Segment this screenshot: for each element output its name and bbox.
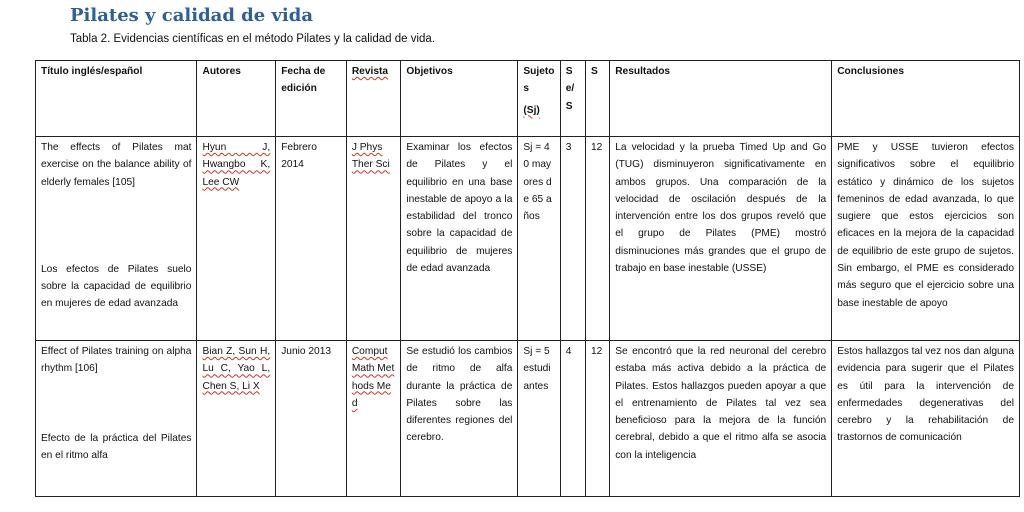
header-se-s: Se/S: [560, 61, 585, 137]
cell-authors: [197, 137, 276, 341]
header-objetivos: Objetivos: [401, 61, 518, 137]
header-sujetos-abbr-text: (Sj): [523, 104, 540, 116]
authors-text: Bian Z, Sun H, Lu C, Yao L, Chen S, Li X: [202, 346, 271, 392]
cell-results: La velocidad y la prueba Timed Up and Go (TUG) disminuyeron significativamente en ambos grupos. Una comparación de la velocidad de oscilación después de la intervención entre los dos grupos reveló que el grupo de Pilates (PME) mostró disminuciones más grandes que el grupo de trabajo en base inestable (USSE): [610, 137, 832, 341]
cell-date: Junio 2013: [276, 341, 347, 497]
title-english: Effect of Pilates training on alpha rhythm [106]: [41, 346, 192, 375]
title-english: The effects of Pilates mat exercise on the balance ability of elderly females [105]: [41, 142, 192, 188]
header-sujetos: [518, 61, 560, 137]
cell-subjects: Sj = 5 estudiantes: [518, 341, 560, 497]
table-header-row: [36, 61, 1020, 137]
evidence-table: [35, 60, 1020, 497]
header-s: S: [585, 61, 609, 137]
authors-text: Hyun J, Hwangbo K, Lee CW: [202, 142, 271, 188]
cell-title: [36, 137, 197, 341]
header-resultados: Resultados: [610, 61, 832, 137]
page-title: Pilates y calidad de vida: [70, 5, 314, 26]
header-sujetos-text: Sujetos: [523, 66, 555, 95]
cell-se-s: 3: [560, 137, 585, 341]
cell-date: Febrero 2014: [276, 137, 347, 341]
journal-text: Comput Math Methods Med: [351, 346, 395, 409]
title-spanish: Efecto de la práctica del Pilates en el ritmo alfa: [41, 432, 192, 461]
table-caption: Tabla 2. Evidencias científicas en el método Pilates y la calidad de vida.: [70, 33, 436, 45]
table-row: [36, 137, 1020, 341]
cell-journal: [346, 137, 400, 341]
cell-s: 12: [585, 341, 609, 497]
cell-title: [36, 341, 197, 497]
journal-text: J Phys Ther Sci: [351, 142, 390, 171]
cell-objectives: Examinar los efectos de Pilates y el equilibrio en una base inestable de apoyo a la estabilidad del tronco sobre la capacidad de equilibrio de mujeres de edad avanzada: [401, 137, 518, 341]
cell-conclusions: PME y USSE tuvieron efectos significativos sobre el equilibrio estático y dinámico de los sujetos femeninos de edad avanzada, lo que sugiere que estos ejercicios son eficaces en la mejora de la capacidad de equilibrio de este grupo de sujetos. Sin embargo, el PME es considerado más seguro que el ejercicio sobre una base inestable de apoyo: [832, 137, 1020, 341]
cell-authors: [197, 341, 276, 497]
title-spanish: Los efectos de Pilates suelo sobre la capacidad de equilibrio en mujeres de edad avanzada: [41, 263, 192, 310]
header-autores: Autores: [197, 61, 276, 137]
header-titulo: Título inglés/español: [36, 61, 197, 137]
cell-subjects: Sj = 40 mayores de 65 años: [518, 137, 560, 341]
cell-journal: [346, 341, 400, 497]
cell-conclusions: Estos hallazgos tal vez nos dan alguna evidencia para sugerir que el Pilates es útil para la intervención de enfermedades degenerativas del cerebro y la rehabilitación de trastornos de comunicación: [832, 341, 1020, 497]
header-revista: [346, 61, 400, 137]
header-sujetos-abbr: [523, 102, 554, 119]
header-revista-text: Revista: [351, 66, 389, 77]
cell-objectives: Se estudió los cambios de ritmo de alfa durante la práctica de Pilates sobre las diferentes regiones del cerebro.: [401, 341, 518, 497]
header-conclusiones: Conclusiones: [832, 61, 1020, 137]
cell-results: Se encontró que la red neuronal del cerebro estaba más activa debido a la práctica de Pilates. Estos hallazgos pueden apoyar a que el entrenamiento de Pilates tal vez sea beneficioso para la mejora de la función cerebral, debido a que el ritmo alfa se asocia con la inteligencia: [610, 341, 832, 497]
header-fecha: Fecha de edición: [276, 61, 347, 137]
table-row: [36, 341, 1020, 497]
cell-s: 12: [585, 137, 609, 341]
cell-se-s: 4: [560, 341, 585, 497]
